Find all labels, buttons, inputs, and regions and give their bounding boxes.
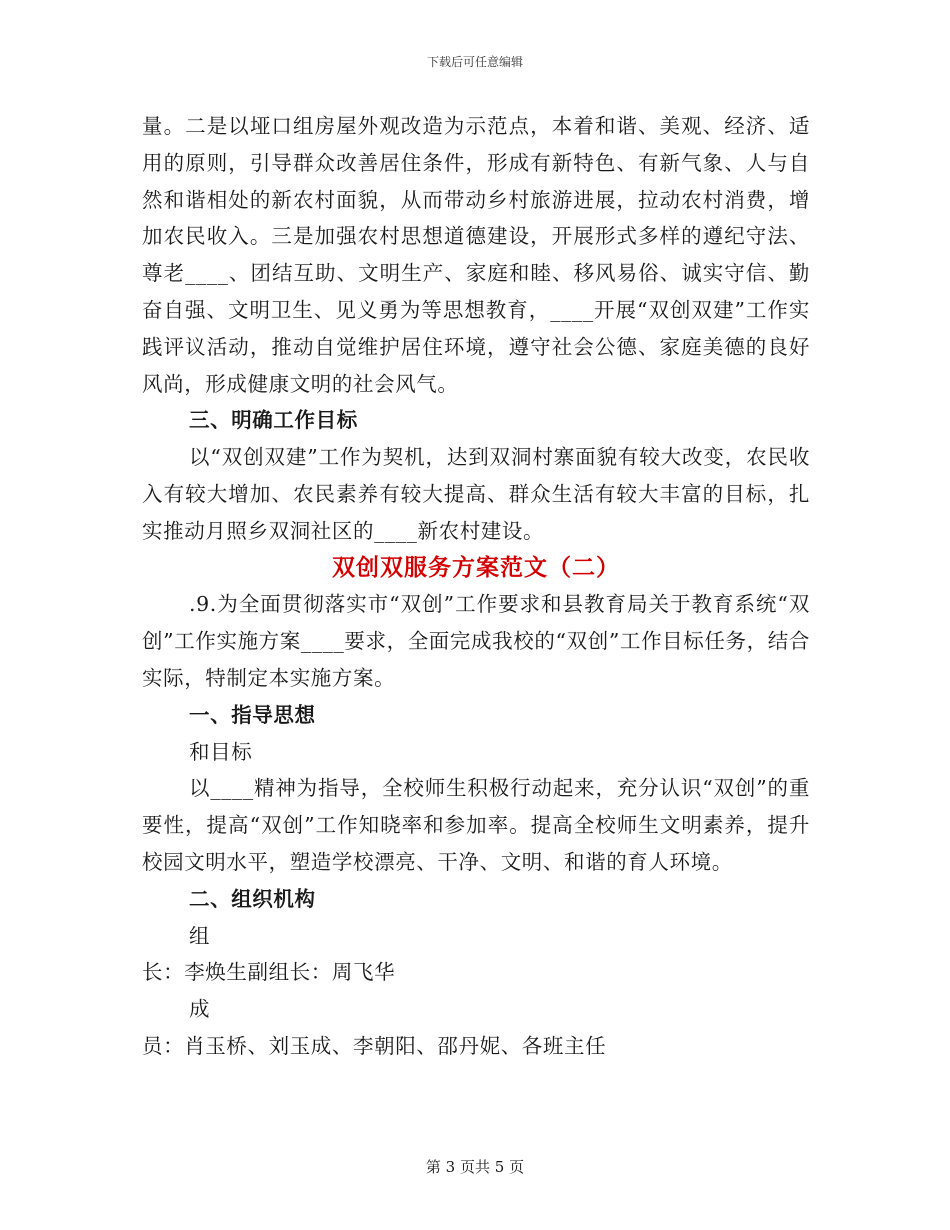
paragraph-intro: .9.为全面贯彻落实市“双创”工作要求和县教育局关于教育系统“双创”工作实施方案____要求，全面完成我校的“双创”工作目标任务，结合实际，特制定本实施方案。 (142, 592, 810, 690)
section-title: 双创双服务方案范文（二） (332, 553, 620, 581)
heading-guiding-thought: 一、指导思想 (189, 702, 316, 727)
paragraph-continuation: 量。二是以垭口组房屋外观改造为示范点，本着和谐、美观、经济、适用的原则，引导群众改善居住条件，形成有新特色、有新气象、人与自然和谐相处的新农村面貌，从而带动乡村旅游进展，拉动农村消费，增加农民收入。三是加强农村思想道德建设，开展形式多样的遵纪守法、尊老____、团结互助、文明生产、家庭和睦、移风易俗、诚实守信、勤奋自强、文明卫生、见义勇为等思想教育，____开展“双创双建”工作实践评议活动，推动自觉维护居住环境，遵守社会公德、家庭美德的良好风尚，形成健康文明的社会风气。 (142, 114, 810, 396)
page-header: 下载后可任意编辑 (426, 55, 523, 69)
org-members-line: 员：肖玉桥、刘玉成、李朝阳、邵丹妮、各班主任 (142, 1033, 607, 1058)
page-number: 第 3 页共 5 页 (425, 1158, 525, 1176)
paragraph-work-goals: 以“双创双建”工作为契机，达到双洞村寨面貌有较大改变，农民收入有较大增加、农民素养有较大提高、群众生活有较大丰富的目标，扎实推动月照乡双洞社区的____新农村建设。 (142, 445, 810, 543)
org-leader-label: 组 (189, 923, 211, 948)
paragraph-guiding-thought: 以____精神为指导，全校师生积极行动起来，充分认识“双创”的重要性，提高“双创”工作知晓率和参加率。提高全校师生文明素养，提升校园文明水平，塑造学校漂亮、干净、文明、和谐的育人环境。 (142, 776, 810, 874)
heading-organization: 二、组织机构 (189, 886, 316, 911)
org-members-label: 成 (189, 997, 211, 1022)
document-body (142, 108, 810, 1065)
heading-guiding-thought-continuation: 和目标 (189, 739, 253, 764)
org-leader-line: 长：李焕生副组长：周飞华 (142, 960, 396, 985)
heading-work-goals: 三、明确工作目标 (189, 408, 358, 433)
